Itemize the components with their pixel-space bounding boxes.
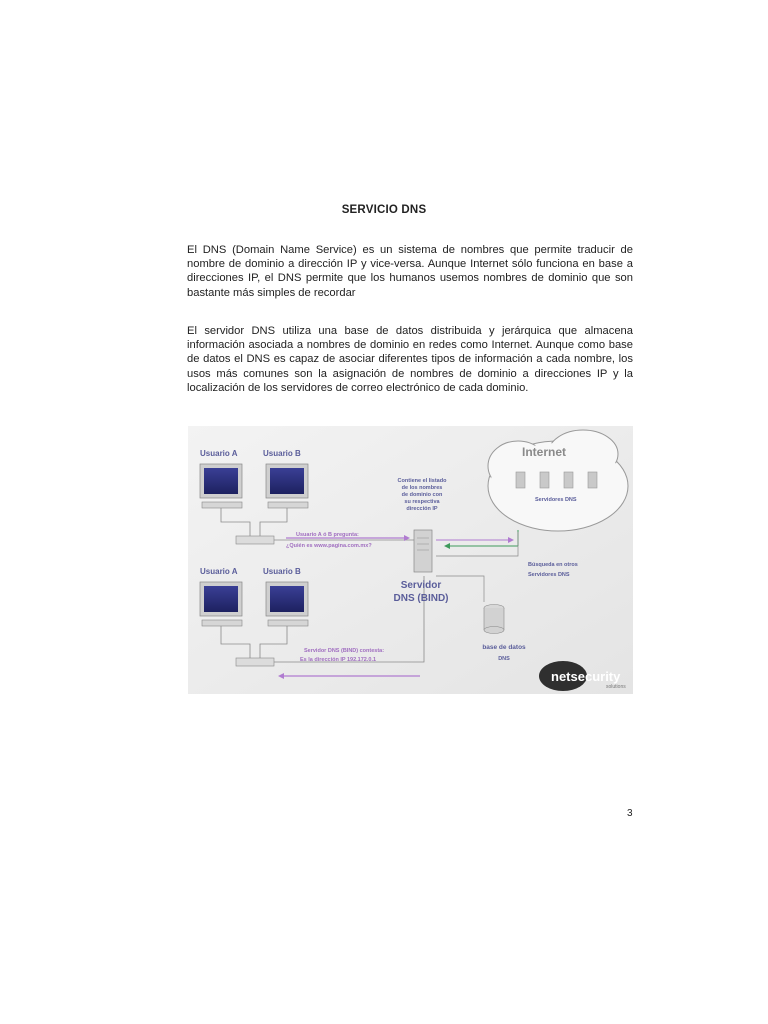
- search-label-line-1: Búsqueda en otros: [528, 562, 578, 568]
- database-label-line-1: base de datos: [482, 644, 526, 651]
- database-label-line-2: DNS: [498, 656, 510, 662]
- question-line-1: Usuario A ó B pregunta:: [296, 532, 359, 538]
- server-label-line-2: DNS (BIND): [393, 593, 449, 604]
- question-line-2: ¿Quién es www.pagina.com.mx?: [286, 543, 372, 549]
- logo-subtext: solutions: [606, 684, 626, 690]
- dns-servers-label: Servidores DNS: [535, 497, 577, 503]
- paragraph-dns-definition: El DNS (Domain Name Service) es un sistema de nombres que permite traducir de nombre de dominio a dirección IP y vice-versa. Aunque Internet sólo funciona en base a direcciones IP, el DNS permite que los humanos usemos nombres de dominio que son bastante más simples de recordar: [187, 244, 633, 299]
- dns-diagram: [188, 426, 633, 694]
- answer-line-1: Servidor DNS (BIND) contesta:: [304, 648, 385, 654]
- server-note-line-3: de dominio con: [401, 492, 443, 498]
- document-title: SERVICIO DNS: [341, 204, 427, 216]
- user-b-bottom-label: Usuario B: [263, 567, 301, 576]
- paragraph-dns-server: El servidor DNS utiliza una base de datos distribuida y jerárquica que almacena información asociada a nombres de dominio en redes como Internet. Aunque como base de datos el DNS es capaz de asociar diferentes tipos de información a cada nombre, los usos más comunes son la asignación de nombres de dominio a direcciones IP y la localización de los servidores de correo electrónico de cada dominio.: [187, 325, 633, 394]
- server-note-line-4: su respectiva: [404, 499, 440, 505]
- server-note-line-5: dirección IP: [406, 506, 438, 512]
- server-label-line-1: Servidor: [400, 580, 442, 591]
- server-note-line-1: Contiene el listado: [397, 478, 447, 484]
- page-number: 3: [627, 808, 633, 819]
- user-b-top-label: Usuario B: [263, 449, 301, 458]
- answer-line-2: Es la dirección IP 192.172.0.1: [300, 657, 377, 663]
- internet-label: Internet: [522, 445, 567, 459]
- dns-server-icon: [414, 530, 432, 572]
- network-switch-icon: [236, 658, 274, 666]
- user-a-top-label: Usuario A: [200, 449, 238, 458]
- search-label-line-2: Servidores DNS: [528, 572, 570, 578]
- user-a-bottom-label: Usuario A: [200, 567, 238, 576]
- network-switch-icon: [236, 536, 274, 544]
- logo-text: netsecurity: [551, 669, 621, 684]
- server-note-line-2: de los nombres: [401, 485, 443, 491]
